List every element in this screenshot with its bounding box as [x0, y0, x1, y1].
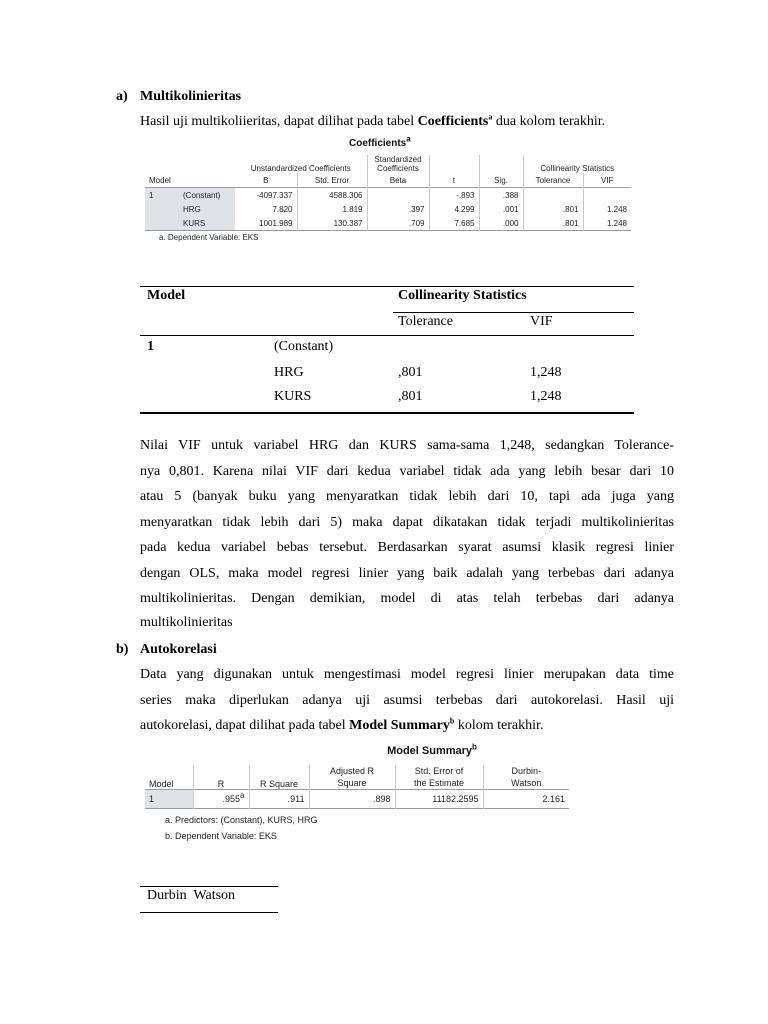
- coll-header-vif: VIF: [530, 314, 553, 329]
- col-std-error: Std. Error: [297, 173, 367, 188]
- table-row: HRG: [274, 365, 304, 380]
- section-b-paragraph: Data yang digunakan untuk mengestimasi model regresi linier merupakan data time series maka diperlukan adanya uji asumsi terbebas dari autokorelasi. Hasil uji autokorelasi, dapat dilihat pada tabel Model Summary$^b$ kolom terakhir.: [140, 667, 674, 733]
- col-sig: Sig.: [479, 173, 523, 188]
- coll-model-number: 1: [147, 339, 154, 354]
- col-beta: Beta: [367, 173, 429, 188]
- table-row: 1 (Constant) -4097.337 4588.306 -.893 .388: [145, 188, 631, 203]
- ms-col-r: R: [193, 765, 249, 790]
- ms-col-adjusted: Adjusted R Square: [309, 765, 395, 790]
- intro-text-end: dua kolom terakhir.: [492, 114, 606, 129]
- model-summary-table: [145, 765, 569, 809]
- ms-col-model: Model: [149, 779, 174, 789]
- coefficients-footnote: a. Dependent Variable: EKS: [159, 233, 259, 242]
- section-b-label: b): [116, 642, 129, 657]
- intro-text: Hasil uji multikoliieritas, dapat dilihat pada tabel: [140, 114, 418, 129]
- ms-r-value: .955$^a$: [193, 790, 249, 809]
- col-b: B: [263, 175, 269, 185]
- ms-footnote-a: a. Predictors: (Constant), KURS, HRG: [165, 815, 318, 825]
- grp-collinearity: Collinearity Statistics: [523, 155, 631, 173]
- table-row: KURS 1001.989 130.387 .709 7.685 .000 .801 1.248: [145, 216, 631, 231]
- table-row: (Constant): [274, 339, 334, 354]
- section-b-heading: [116, 641, 217, 659]
- table-row: HRG 7.820 1.819 .397 4.299 .001 .801 1.248: [145, 202, 631, 216]
- model-number: 1: [145, 188, 179, 203]
- intro-bold: Coefficients: [417, 114, 489, 129]
- dw-header: Durbin Watson: [147, 888, 236, 903]
- section-a-intro: [140, 113, 605, 131]
- section-b-title: Autokorelasi: [140, 642, 217, 657]
- table-row: 1 .955$^a$ .911 .898 11182.2595 2.161: [145, 790, 569, 809]
- coll-kurs-tolerance: ,801: [398, 389, 423, 404]
- coefficients-spss-output: [145, 134, 633, 242]
- coll-header-model: Model: [147, 288, 186, 303]
- section-a-title: Multikolinieritas: [140, 89, 242, 104]
- coll-kurs-vif: 1,248: [530, 389, 562, 404]
- intro-sup: a: [488, 112, 493, 122]
- col-t: t: [429, 173, 479, 188]
- col-model: Model: [149, 175, 171, 185]
- model-summary-spss-output: [145, 742, 569, 841]
- grp-standardized: Standardized Coefficients: [367, 155, 429, 173]
- col-vif: VIF: [583, 173, 631, 188]
- model-summary-title: Model Summary$^b$: [387, 742, 477, 757]
- grp-unstandardized: Unstandardized Coefficients: [250, 164, 351, 173]
- section-a-label: a): [116, 89, 128, 104]
- section-a-paragraph: Nilai VIF untuk variabel HRG dan KURS sama-sama 1,248, sedangkan Tolerance- nya 0,801. Karena nilai VIF dari kedua variabel tidak ada yang lebih besar dari 10 atau 5 (banyak buku yang menyaratkan tidak lebih dari 10, tapi ada juga yang menyaratkan tidak lebih dari 5) maka dapat dikatakan tidak terjadi multikolinieritas pada kedua variabel bebas tersebut. Berdasarkan syarat asumsi klasik regresi linier dengan OLS, maka model regresi linier yang baik adalah yang terbebas dari adanya multikolinieritas. Dengan demikian, model di atas telah terbebas dari adanya multikolinieritas: [140, 438, 674, 630]
- table-row: KURS: [274, 389, 312, 404]
- coll-hrg-tolerance: ,801: [398, 365, 423, 380]
- ms-col-r-square: R Square: [249, 765, 309, 790]
- coll-hrg-vif: 1,248: [530, 365, 562, 380]
- ms-footnote-b: b. Dependent Variable: EKS: [165, 831, 277, 841]
- coll-header-collinearity: Collinearity Statistics: [398, 288, 527, 303]
- ms-col-durbin-watson: Durbin- Watson: [483, 765, 569, 790]
- section-a-heading: [116, 88, 241, 106]
- col-tolerance: Tolerance: [523, 173, 583, 188]
- coll-header-tolerance: Tolerance: [398, 314, 453, 329]
- model-summary-bold: Model Summary: [349, 718, 450, 733]
- ms-col-std-error: Std. Error of the Estimate: [395, 765, 483, 790]
- coefficients-title: Coefficients$^a$: [349, 134, 411, 149]
- coefficients-table: [145, 155, 631, 231]
